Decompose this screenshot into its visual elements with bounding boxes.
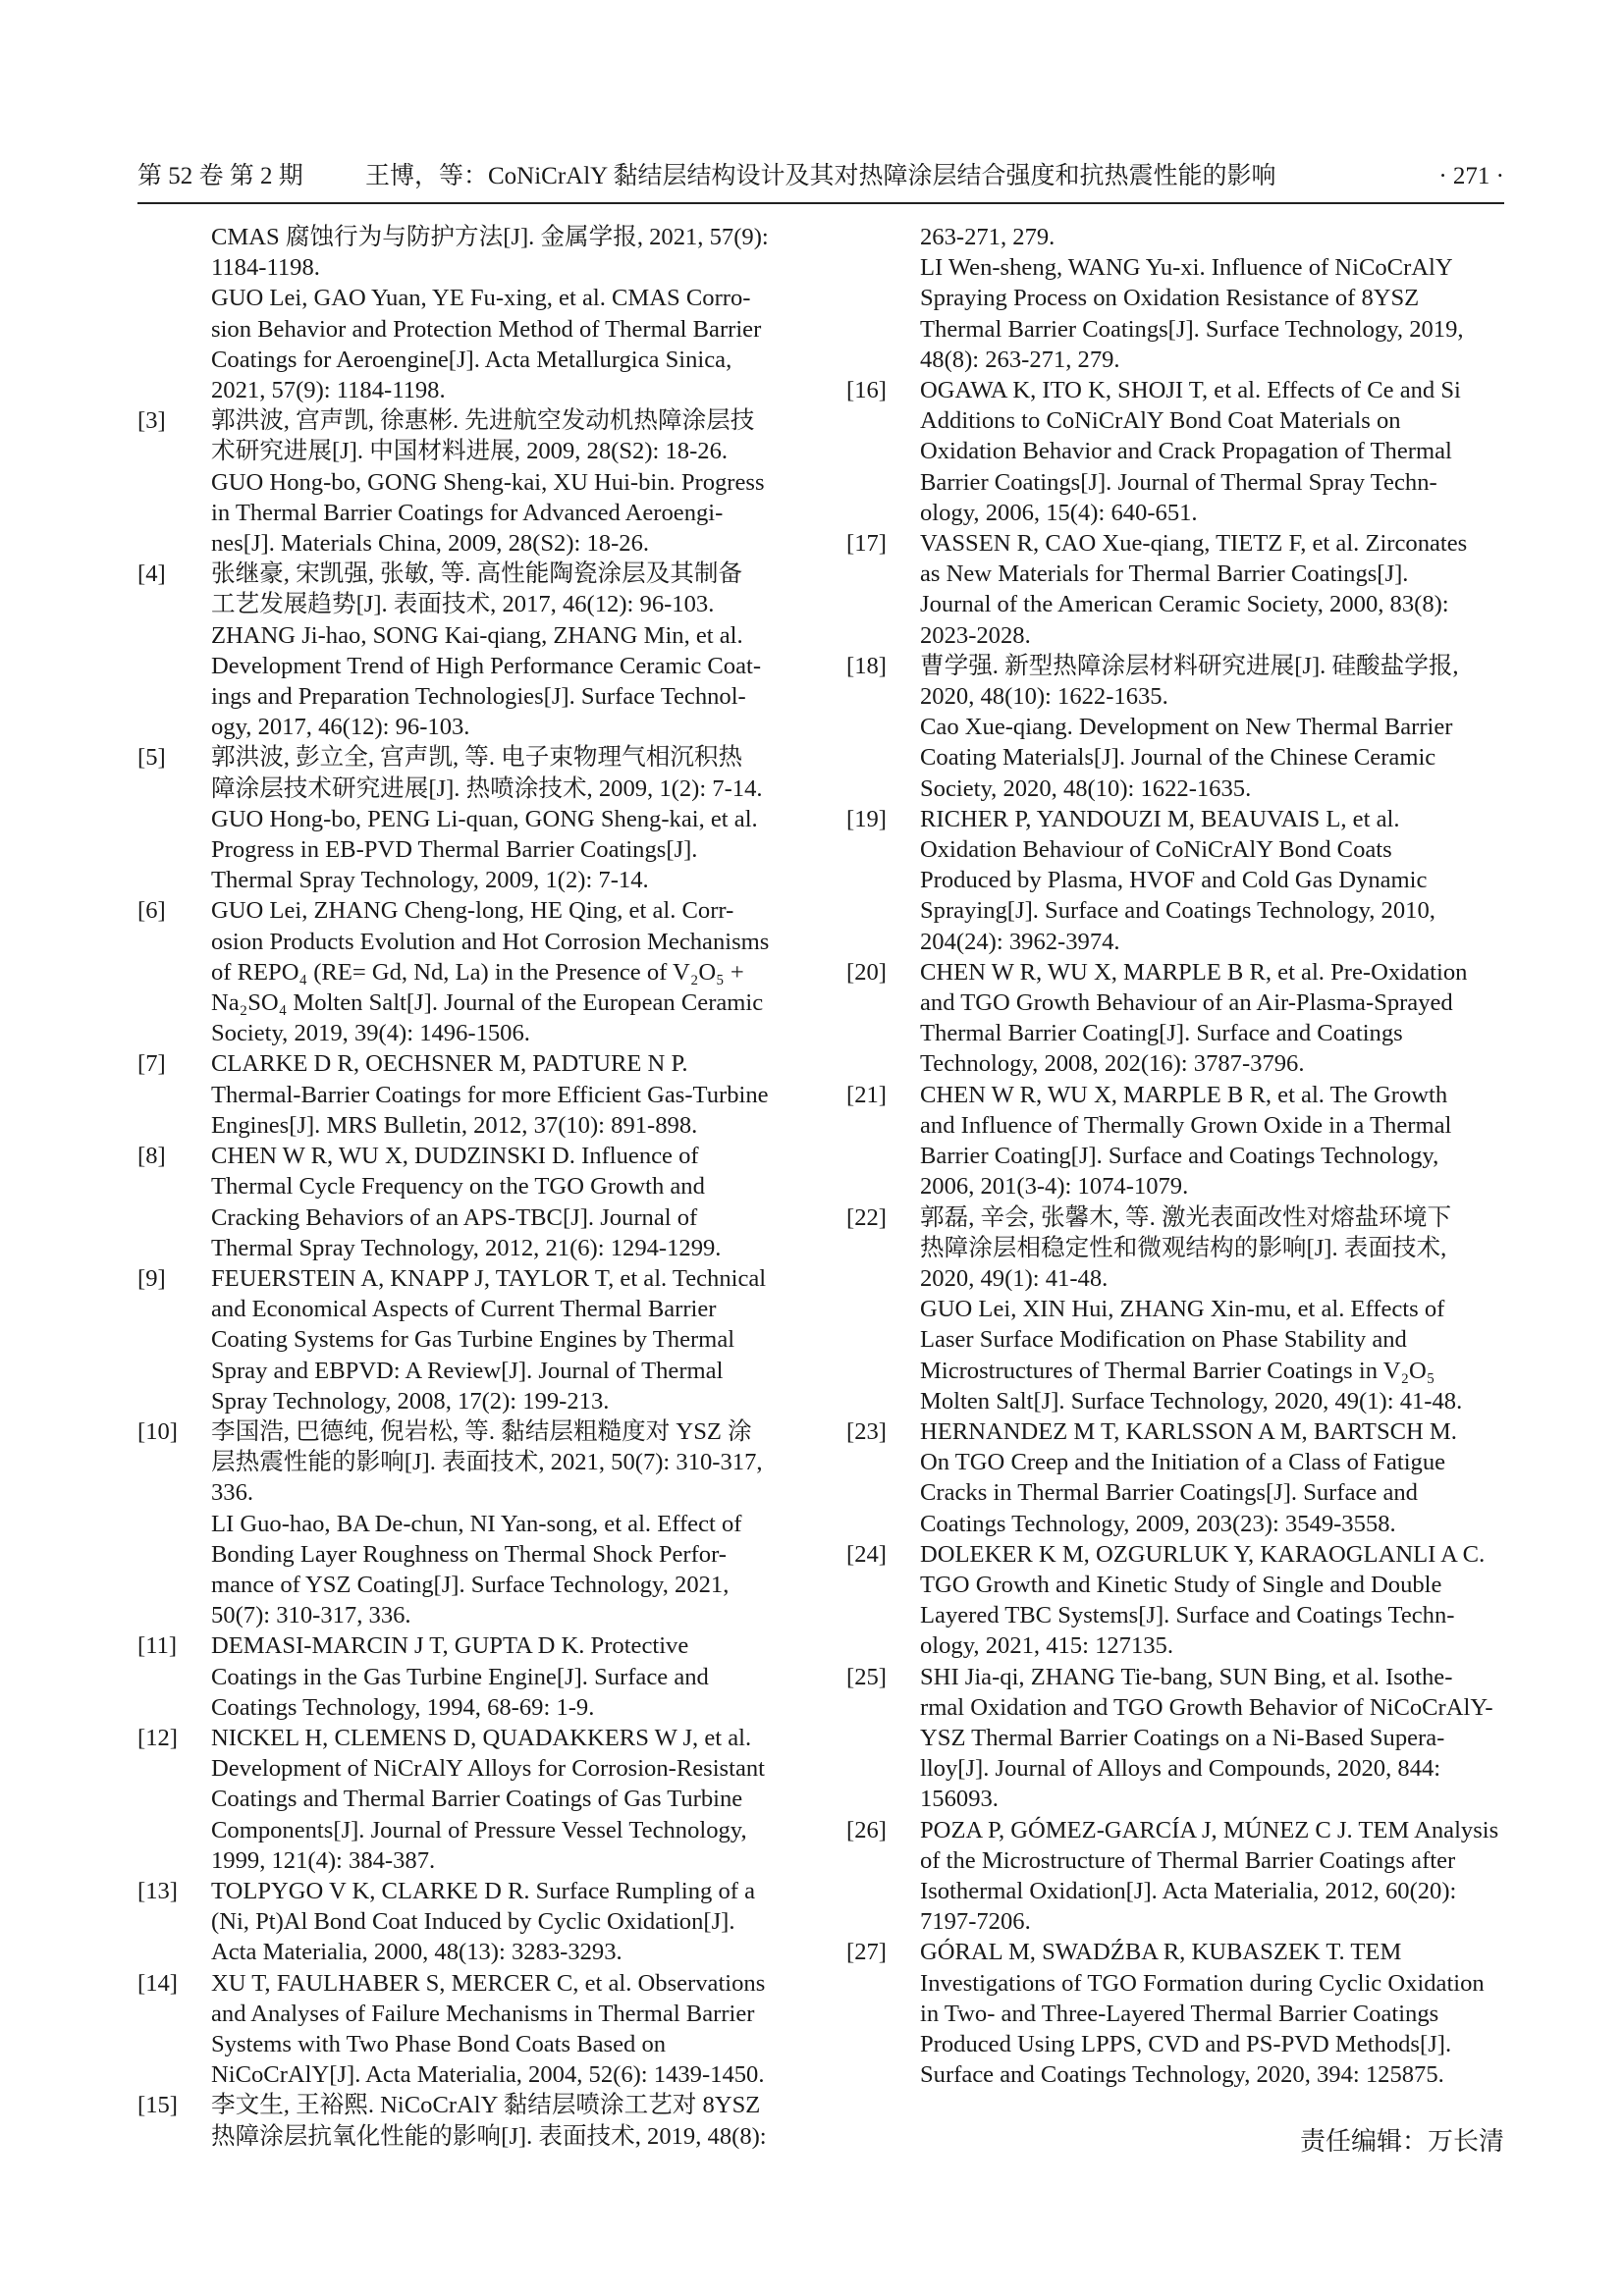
editor-note: 责任编辑：万长清 [1299,2127,1504,2156]
reference-line: GUO Lei, GAO Yuan, YE Fu-xing, et al. CMAS Corro- [211,285,751,312]
reference-number: [23] [846,1417,887,1445]
reference-number: [13] [137,1877,178,1904]
reference-number: [3] [137,407,166,435]
reference-number: [21] [846,1081,887,1108]
reference-line: 1184-1198. [211,254,320,282]
reference-number: [18] [846,652,887,679]
reference-line: nes[J]. Materials China, 2009, 28(S2): 18-26. [211,530,650,558]
reference-line: HERNANDEZ M T, KARLSSON A M, BARTSCH M. [920,1417,1457,1445]
reference-line: Society, 2019, 39(4): 1496-1506. [211,1020,530,1047]
reference-line: Microstructures of Thermal Barrier Coatings in V₂O₅ [920,1357,1435,1384]
running-title: 王博，等：CoNiCrAlY 黏结层结构设计及其对热障涂层结合强度和抗热震性能的影响 [365,163,1276,189]
reference-line: POZA P, GÓMEZ-GARCÍA J, MÚNEZ C J. TEM Analysis [920,1816,1499,1843]
reference-line: (Ni, Pt)Al Bond Coat Induced by Cyclic Oxidation[J]. [211,1908,735,1936]
reference-line: Barrier Coating[J]. Surface and Coatings Technology, [920,1143,1439,1170]
reference-line: ings and Preparation Technologies[J]. Surface Technol- [211,683,746,711]
reference-line: Society, 2020, 48(10): 1622-1635. [920,774,1252,802]
reference-line: sion Behavior and Protection Method of Thermal Barrier [211,315,762,343]
reference-line: 术研究进展[J]. 中国材料进展, 2009, 28(S2): 18-26. [211,438,729,465]
reference-line: and Economical Aspects of Current Thermal Barrier [211,1296,717,1323]
reference-line: Spray and EBPVD: A Review[J]. Journal of Thermal [211,1357,724,1384]
reference-number: [6] [137,897,166,925]
reference-entry [846,1662,1504,1815]
reference-entry [137,2090,795,2151]
reference-line: Thermal Barrier Coating[J]. Surface and Coatings [920,1020,1403,1047]
reference-line: GUO Hong-bo, PENG Li-quan, GONG Sheng-kai, et al. [211,805,758,832]
reference-line: osion Products Evolution and Hot Corrosion Mechanisms [211,928,770,955]
reference-line: RICHER P, YANDOUZI M, BEAUVAIS L, et al. [920,805,1400,832]
reference-entry [137,1968,795,2091]
reference-line: Thermal Barrier Coatings[J]. Surface Technology, 2019, [920,315,1464,343]
reference-line: 2021, 57(9): 1184-1198. [211,377,446,404]
reference-line: as New Materials for Thermal Barrier Coatings[J]. [920,561,1409,588]
reference-number: [16] [846,377,887,404]
page-number: · 271 · [1438,163,1504,189]
reference-line: Spray Technology, 2008, 17(2): 199-213. [211,1387,610,1415]
reference-line: and Analyses of Failure Mechanisms in Thermal Barrier [211,2000,755,2027]
reference-entry [846,375,1504,528]
reference-line: CHEN W R, WU X, MARPLE B R, et al. The Growth [920,1081,1448,1108]
reference-line: 7197-7206. [920,1908,1031,1936]
reference-line: and Influence of Thermally Grown Oxide in a Thermal [920,1111,1452,1139]
reference-entry [137,1876,795,1968]
reference-entry [846,804,1504,957]
reference-entry [846,528,1504,651]
reference-number: [8] [137,1143,166,1170]
reference-entry [846,1539,1504,1662]
reference-line: Na₂SO₄ Molten Salt[J]. Journal of the European Ceramic [211,989,764,1017]
reference-line: Coating Materials[J]. Journal of the Chinese Ceramic [920,744,1436,772]
reference-line: 李文生, 王裕熙. NiCoCrAlY 黏结层喷涂工艺对 8YSZ [211,2092,761,2119]
reference-line: LI Guo-hao, BA De-chun, NI Yan-song, et al. Effect of [211,1510,742,1537]
reference-line: 50(7): 310-317, 336. [211,1602,411,1629]
reference-number: [22] [846,1203,887,1231]
reference-line: in Thermal Barrier Coatings for Advanced Aeroengi- [211,499,724,526]
reference-line: ology, 2021, 415: 127135. [920,1632,1174,1660]
reference-line: 郭洪波, 彭立全, 宫声凯, 等. 电子束物理气相沉积热 [211,744,743,772]
reference-number: [19] [846,805,887,832]
reference-entry [846,1202,1504,1416]
reference-entry [137,1048,795,1141]
reference-line: ology, 2006, 15(4): 640-651. [920,499,1198,526]
reference-line: GUO Lei, ZHANG Cheng-long, HE Qing, et al. Corr- [211,897,734,925]
reference-line: Spraying Process on Oxidation Resistance of 8YSZ [920,285,1420,312]
reference-line: Cracks in Thermal Barrier Coatings[J]. Surface and [920,1479,1418,1507]
reference-line: Acta Materialia, 2000, 48(13): 3283-3293. [211,1939,623,1966]
reference-entry [846,1815,1504,1938]
reference-line: GUO Lei, XIN Hui, ZHANG Xin-mu, et al. Effects of [920,1296,1445,1323]
reference-line: Laser Surface Modification on Phase Stability and [920,1326,1407,1354]
reference-line: Bonding Layer Roughness on Thermal Shock Perfor- [211,1540,727,1568]
reference-line: CHEN W R, WU X, DUDZINSKI D. Influence of [211,1143,699,1170]
reference-line: Thermal Spray Technology, 2012, 21(6): 1294-1299. [211,1234,722,1261]
reference-line: 2020, 49(1): 41-48. [920,1264,1109,1292]
reference-line: Coatings Technology, 2009, 203(23): 3549-3558. [920,1510,1396,1537]
reference-line: Coatings Technology, 1994, 68-69: 1-9. [211,1693,595,1721]
reference-line: 郭磊, 辛会, 张馨木, 等. 激光表面改性对熔盐环境下 [920,1203,1452,1231]
reference-line: FEUERSTEIN A, KNAPP J, TAYLOR T, et al. Technical [211,1264,767,1292]
reference-line: NiCoCrAlY[J]. Acta Materialia, 2004, 52(6): 1439-1450. [211,2061,765,2089]
reference-line: Development Trend of High Performance Ceramic Coat- [211,652,762,679]
reference-entry [137,1630,795,1723]
reference-line: LI Wen-sheng, WANG Yu-xi. Influence of NiCoCrAlY [920,254,1453,282]
reference-line: Produced Using LPPS, CVD and PS-PVD Methods[J]. [920,2030,1452,2057]
reference-entry [846,222,1504,375]
reference-line: lloy[J]. Journal of Alloys and Compounds, 2020, 844: [920,1755,1441,1783]
reference-column-right [846,222,1504,2090]
reference-line: OGAWA K, ITO K, SHOJI T, et al. Effects of Ce and Si [920,377,1461,404]
reference-line: 2023-2028. [920,621,1031,649]
volume-issue: 第 52 卷 第 2 期 [137,163,303,189]
reference-number: [15] [137,2092,178,2119]
reference-line: in Two- and Three-Layered Thermal Barrier Coatings [920,2000,1439,2027]
reference-line: VASSEN R, CAO Xue-qiang, TIETZ F, et al. Zirconates [920,530,1468,558]
reference-line: 郭洪波, 宫声凯, 徐惠彬. 先进航空发动机热障涂层技 [211,407,755,435]
reference-line: DOLEKER K M, OZGURLUK Y, KARAOGLANLI A C. [920,1540,1486,1568]
header-rule [137,202,1504,204]
reference-line: Cracking Behaviors of an APS-TBC[J]. Journal of [211,1203,698,1231]
reference-number: [24] [846,1540,887,1568]
reference-line: Produced by Plasma, HVOF and Cold Gas Dynamic [920,867,1428,894]
reference-line: Oxidation Behavior and Crack Propagation of Thermal [920,438,1452,465]
reference-entry [137,405,795,559]
reference-line: NICKEL H, CLEMENS D, QUADAKKERS W J, et al. [211,1724,752,1751]
reference-number: [26] [846,1816,887,1843]
reference-number: [9] [137,1264,166,1292]
reference-line: of REPO₄ (RE= Gd, Nd, La) in the Presence of V₂O₅ + [211,958,744,986]
reference-line: Investigations of TGO Formation during Cyclic Oxidation [920,1969,1485,1997]
reference-line: Development of NiCrAlY Alloys for Corrosion-Resistant [211,1755,765,1783]
reference-line: 204(24): 3962-3974. [920,928,1120,955]
reference-column-left [137,222,795,2152]
reference-entry [137,559,795,742]
reference-entry [846,957,1504,1080]
reference-line: Coatings in the Gas Turbine Engine[J]. Surface and [211,1663,709,1690]
reference-entry [137,1416,795,1630]
reference-number: [7] [137,1050,166,1078]
reference-entry [137,1263,795,1416]
reference-number: [20] [846,958,887,986]
reference-line: Systems with Two Phase Bond Coats Based on [211,2030,667,2057]
reference-number: [5] [137,744,166,772]
reference-number: [12] [137,1724,178,1751]
reference-entry [846,1416,1504,1539]
reference-line: Surface and Coatings Technology, 2020, 394: 125875. [920,2061,1444,2089]
reference-line: GUO Hong-bo, GONG Sheng-kai, XU Hui-bin. Progress [211,468,765,496]
reference-line: DEMASI-MARCIN J T, GUPTA D K. Protective [211,1632,689,1660]
reference-number: [10] [137,1417,178,1445]
reference-line: 热障涂层相稳定性和微观结构的影响[J]. 表面技术, [920,1234,1447,1261]
reference-line: ogy, 2017, 46(12): 96-103. [211,714,470,741]
reference-line: 1999, 121(4): 384-387. [211,1846,436,1874]
reference-entry [137,222,795,405]
reference-line: CLARKE D R, OECHSNER M, PADTURE N P. [211,1050,688,1078]
reference-line: Spraying[J]. Surface and Coatings Technology, 2010, [920,897,1435,925]
reference-line: Coatings for Aeroengine[J]. Acta Metallurgica Sinica, [211,346,732,373]
reference-line: CHEN W R, WU X, MARPLE B R, et al. Pre-Oxidation [920,958,1468,986]
reference-line: 工艺发展趋势[J]. 表面技术, 2017, 46(12): 96-103. [211,591,715,618]
reference-line: CMAS 腐蚀行为与防护方法[J]. 金属学报, 2021, 57(9): [211,224,769,250]
reference-line: Components[J]. Journal of Pressure Vessel Technology, [211,1816,747,1843]
reference-number: [4] [137,561,166,588]
reference-line: mance of YSZ Coating[J]. Surface Technology, 2021, [211,1571,730,1598]
reference-line: GÓRAL M, SWADŹBA R, KUBASZEK T. TEM [920,1939,1402,1966]
reference-line: 2006, 201(3-4): 1074-1079. [920,1173,1189,1201]
reference-line: 李国浩, 巴德纯, 倪岩松, 等. 黏结层粗糙度对 YSZ 涂 [211,1417,752,1445]
reference-line: 热障涂层抗氧化性能的影响[J]. 表面技术, 2019, 48(8): [211,2122,767,2150]
reference-line: TGO Growth and Kinetic Study of Single and Double [920,1571,1442,1598]
reference-entry [137,1141,795,1263]
reference-line: Progress in EB-PVD Thermal Barrier Coatings[J]. [211,836,698,864]
reference-line: TOLPYGO V K, CLARKE D R. Surface Rumpling of a [211,1877,756,1904]
reference-line: Journal of the American Ceramic Society, 2000, 83(8): [920,591,1449,618]
reference-line: 张继豪, 宋凯强, 张敏, 等. 高性能陶瓷涂层及其制备 [211,561,743,588]
reference-line: SHI Jia-qi, ZHANG Tie-bang, SUN Bing, et al. Isothe- [920,1663,1453,1690]
reference-entry [137,895,795,1048]
reference-line: and TGO Growth Behaviour of an Air-Plasma-Sprayed [920,989,1453,1017]
reference-line: 156093. [920,1786,999,1813]
reference-line: Coatings and Thermal Barrier Coatings of Gas Turbine [211,1786,743,1813]
reference-entry [137,742,795,895]
reference-line: ZHANG Ji-hao, SONG Kai-qiang, ZHANG Min, et al. [211,621,743,649]
reference-number: [17] [846,530,887,558]
reference-line: Technology, 2008, 202(16): 3787-3796. [920,1050,1305,1078]
reference-line: Cao Xue-qiang. Development on New Thermal Barrier [920,714,1453,741]
reference-line: Thermal Cycle Frequency on the TGO Growth and [211,1173,705,1201]
reference-line: YSZ Thermal Barrier Coatings on a Ni-Based Supera- [920,1724,1445,1751]
reference-line: XU T, FAULHABER S, MERCER C, et al. Observations [211,1969,766,1997]
reference-entry [846,651,1504,804]
reference-line: 障涂层技术研究进展[J]. 热喷涂技术, 2009, 1(2): 7-14. [211,774,763,802]
reference-line: rmal Oxidation and TGO Growth Behavior of NiCoCrAlY- [920,1693,1493,1721]
reference-line: 336. [211,1479,254,1507]
reference-line: 曹学强. 新型热障涂层材料研究进展[J]. 硅酸盐学报, [920,652,1459,679]
reference-line: Thermal-Barrier Coatings for more Efficient Gas-Turbine [211,1081,769,1108]
reference-entry [137,1723,795,1876]
reference-number: [27] [846,1939,887,1966]
reference-line: 2020, 48(10): 1622-1635. [920,683,1168,711]
reference-line: Oxidation Behaviour of CoNiCrAlY Bond Coats [920,836,1392,864]
reference-line: Layered TBC Systems[J]. Surface and Coatings Techn- [920,1602,1455,1629]
reference-line: Molten Salt[J]. Surface Technology, 2020, 49(1): 41-48. [920,1387,1463,1415]
reference-entry [846,1080,1504,1202]
reference-line: Barrier Coatings[J]. Journal of Thermal Spray Techn- [920,468,1437,496]
reference-line: 层热震性能的影响[J]. 表面技术, 2021, 50(7): 310-317, [211,1449,763,1476]
reference-line: On TGO Creep and the Initiation of a Class of Fatigue [920,1449,1446,1476]
running-header [137,159,1504,204]
reference-line: 263-271, 279. [920,224,1056,250]
reference-line: Coating Systems for Gas Turbine Engines by Thermal [211,1326,735,1354]
reference-number: [25] [846,1663,887,1690]
reference-line: Thermal Spray Technology, 2009, 1(2): 7-14. [211,867,649,894]
reference-line: Isothermal Oxidation[J]. Acta Materialia, 2012, 60(20): [920,1877,1457,1904]
reference-line: Engines[J]. MRS Bulletin, 2012, 37(10): 891-898. [211,1111,698,1139]
reference-entry [846,1937,1504,2090]
reference-number: [14] [137,1969,178,1997]
reference-number: [11] [137,1632,178,1660]
reference-line: of the Microstructure of Thermal Barrier Coatings after [920,1846,1456,1874]
reference-line: Additions to CoNiCrAlY Bond Coat Materials on [920,407,1401,435]
reference-line: 48(8): 263-271, 279. [920,346,1120,373]
